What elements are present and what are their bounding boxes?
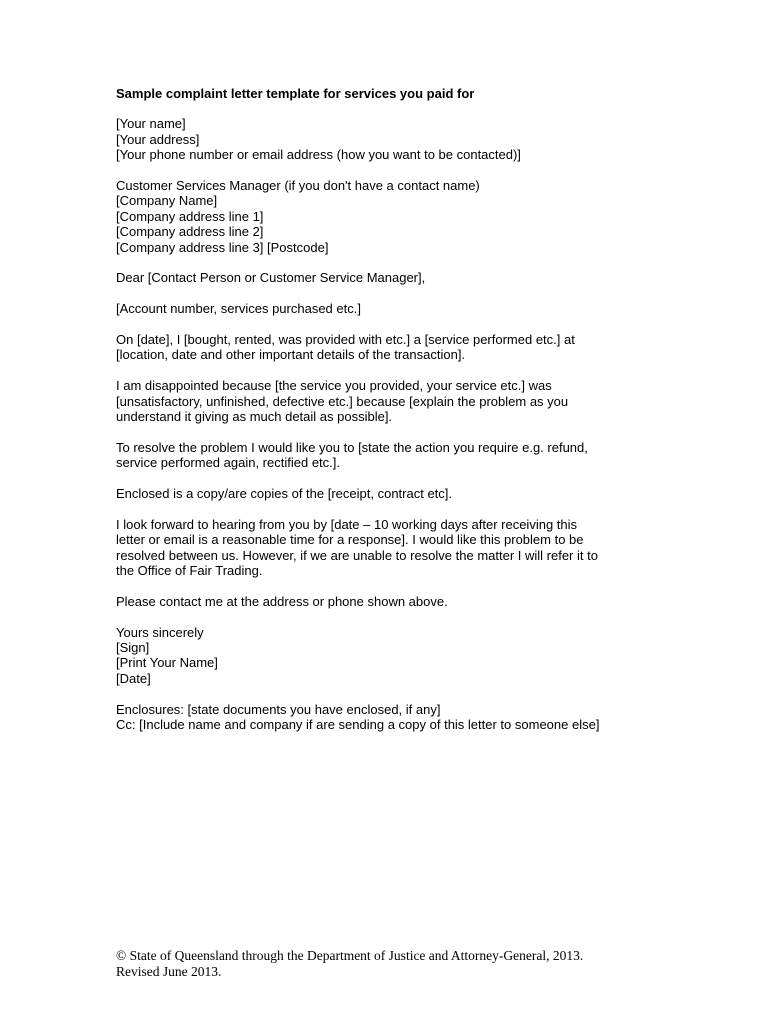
enclosures-block (116, 702, 736, 733)
closing-block (116, 625, 736, 687)
paragraph-line: service performed again, rectified etc.]. (116, 455, 340, 471)
paragraph-line: the Office of Fair Trading. (116, 563, 263, 579)
paragraph-line: resolved between us. However, if we are unable to resolve the matter I will refer it to (116, 547, 598, 563)
sender-address-line: [Your address] (116, 131, 200, 147)
cc-line: Cc: [Include name and company if are sending a copy of this letter to someone else] (116, 717, 600, 733)
copyright-footer (116, 948, 736, 980)
sender-name-line: [Your name] (116, 116, 186, 132)
paragraph-line: I am disappointed because [the service you provided, your service etc.] was (116, 378, 552, 394)
recipient-address-line-2: [Company address line 2] (116, 224, 264, 240)
paragraph-line: letter or email is a reasonable time for a response]. I would like this problem to be (116, 532, 584, 548)
closing-print-name: [Print Your Name] (116, 655, 218, 671)
recipient-address-line-3: [Company address line 3] [Postcode] (116, 239, 329, 255)
paragraph-followup (116, 517, 736, 579)
sender-contact-line: [Your phone number or email address (how you want to be contacted)] (116, 147, 521, 163)
paragraph-problem (116, 378, 736, 424)
closing-date: [Date] (116, 670, 151, 686)
recipient-title-line: Customer Services Manager (if you don't have a contact name) (116, 178, 480, 194)
copyright-line: © State of Queensland through the Department of Justice and Attorney-General, 2013. (116, 948, 584, 963)
paragraph-line: [location, date and other important details of the transaction]. (116, 347, 466, 363)
reference-line: [Account number, services purchased etc.] (116, 301, 361, 317)
closing-valediction: Yours sincerely (116, 624, 204, 640)
paragraph-line: understand it giving as much detail as possible]. (116, 409, 393, 425)
paragraph-line: To resolve the problem I would like you to [state the action you require e.g. refund, (116, 439, 588, 455)
document-title: Sample complaint letter template for services you paid for (116, 86, 475, 101)
closing-sign: [Sign] (116, 640, 150, 656)
paragraph-enclosed: Enclosed is a copy/are copies of the [receipt, contract etc]. (116, 486, 453, 502)
paragraph-line: On [date], I [bought, rented, was provided with etc.] a [service performed etc.] at (116, 332, 575, 348)
paragraph-purchase (116, 332, 736, 363)
letter-body (116, 86, 736, 748)
paragraph-line: [unsatisfactory, unfinished, defective etc.] because [explain the problem as you (116, 393, 569, 409)
revision-line: Revised June 2013. (116, 964, 222, 979)
sender-block (116, 116, 736, 162)
recipient-address-line-1: [Company address line 1] (116, 208, 264, 224)
recipient-company-line: [Company Name] (116, 193, 218, 209)
enclosures-line: Enclosures: [state documents you have enclosed, if any] (116, 701, 441, 717)
recipient-block (116, 178, 736, 255)
paragraph-contact: Please contact me at the address or phone shown above. (116, 593, 448, 609)
paragraph-resolution (116, 440, 736, 471)
salutation: Dear [Contact Person or Customer Service Manager], (116, 270, 426, 286)
paragraph-line: I look forward to hearing from you by [date – 10 working days after receiving this (116, 516, 578, 532)
